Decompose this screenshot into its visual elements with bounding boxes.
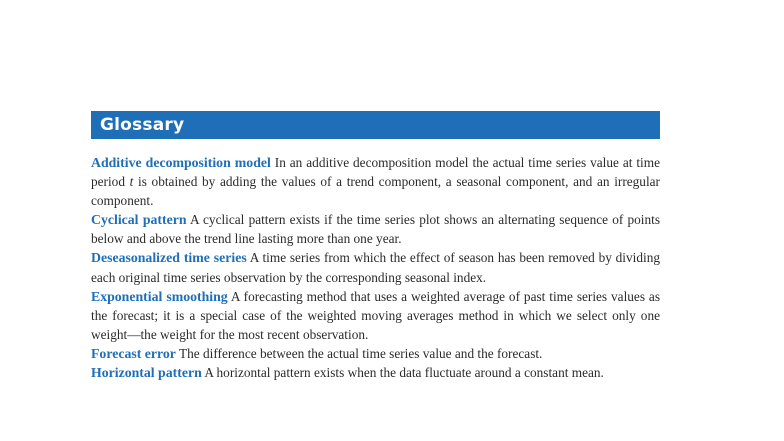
glossary-term: Horizontal pattern: [91, 365, 202, 381]
glossary-definition: The difference between the actual time series value and the forecast.: [175, 345, 543, 361]
glossary-definition: A cyclical pattern exists if the time series plot shows an alternating sequence of points below and above the trend line lasting more than one year.: [91, 212, 660, 247]
glossary-definition-part: is obtained by adding the values of a trend component, a seasonal component, and an irregular component.: [91, 174, 660, 209]
glossary-definition-part: In an additive decomposition model the actual time series value at time period: [91, 155, 660, 190]
glossary-entry-horizontal-pattern: [91, 363, 660, 382]
glossary-term: Forecast error: [91, 345, 176, 361]
glossary-entry-additive-decomposition-model: [91, 153, 660, 210]
glossary-definition: A time series from which the effect of season has been removed by dividing each original time series observation by the corresponding seasonal index.: [91, 250, 660, 285]
glossary-term: Deseasonalized time series: [91, 250, 247, 266]
glossary-definition: A forecasting method that uses a weighted average of past time series values as the forecast; it is a special case of the weighted moving averages method in which we select only one weight—the weight for the most recent observation.: [91, 288, 660, 342]
glossary-entry-forecast-error: [91, 344, 660, 363]
glossary-header-bar: [91, 111, 660, 139]
glossary-list: [91, 153, 660, 382]
glossary-entry-deseasonalized-time-series: [91, 248, 660, 286]
glossary-title: Glossary: [100, 115, 185, 135]
glossary-entry-exponential-smoothing: [91, 287, 660, 344]
glossary-term: Cyclical pattern: [91, 212, 187, 228]
glossary-definition-variable: t: [129, 174, 134, 190]
glossary-term: Additive decomposition model: [91, 155, 271, 170]
glossary-term: Exponential smoothing: [91, 288, 228, 304]
glossary-definition: A horizontal pattern exists when the data fluctuate around a constant mean.: [201, 365, 604, 381]
glossary-entry-cyclical-pattern: [91, 210, 660, 248]
